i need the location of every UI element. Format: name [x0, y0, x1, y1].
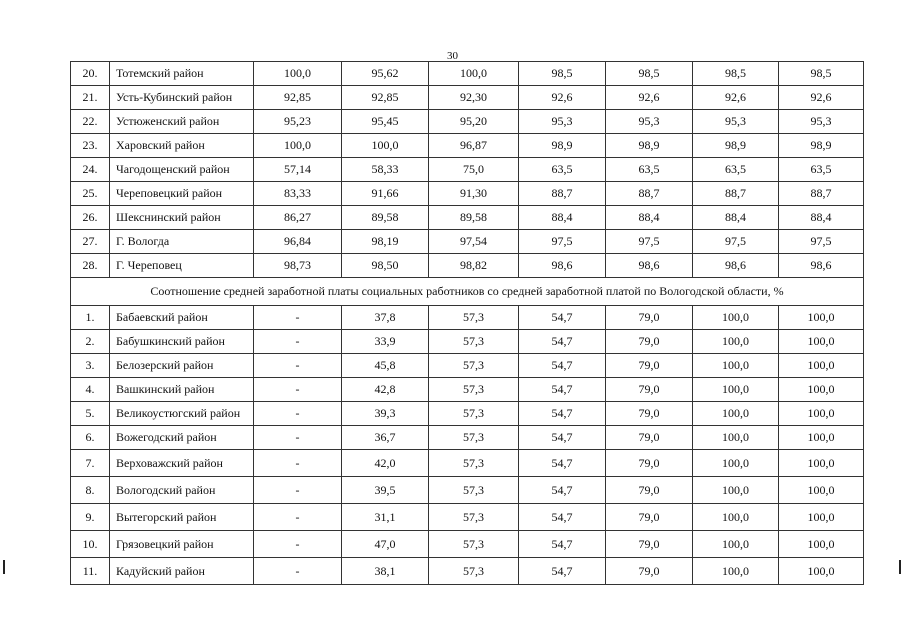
value-cell: 58,33: [342, 158, 429, 182]
value-cell: 95,20: [429, 110, 519, 134]
district-name: Великоустюгский район: [110, 402, 254, 426]
value-cell: 95,3: [779, 110, 864, 134]
value-cell: 98,9: [779, 134, 864, 158]
value-cell: 88,4: [779, 206, 864, 230]
value-cell: -: [254, 426, 342, 450]
value-cell: 57,3: [429, 402, 519, 426]
district-name: Чагодощенский район: [110, 158, 254, 182]
value-cell: 97,5: [779, 230, 864, 254]
district-name: Усть-Кубинский район: [110, 86, 254, 110]
value-cell: 57,3: [429, 378, 519, 402]
value-cell: 54,7: [519, 477, 606, 504]
row-number: 2.: [71, 330, 110, 354]
value-cell: 95,45: [342, 110, 429, 134]
value-cell: 79,0: [606, 477, 693, 504]
row-number: 28.: [71, 254, 110, 278]
value-cell: 100,0: [779, 504, 864, 531]
value-cell: 98,50: [342, 254, 429, 278]
row-number: 11.: [71, 558, 110, 585]
value-cell: 92,85: [254, 86, 342, 110]
value-cell: 100,0: [429, 62, 519, 86]
district-name: Верховажский район: [110, 450, 254, 477]
district-name: Бабушкинский район: [110, 330, 254, 354]
value-cell: 88,4: [606, 206, 693, 230]
value-cell: -: [254, 330, 342, 354]
value-cell: 100,0: [779, 558, 864, 585]
value-cell: 95,23: [254, 110, 342, 134]
value-cell: 100,0: [693, 426, 779, 450]
district-name: Вожегодский район: [110, 426, 254, 450]
value-cell: 98,9: [693, 134, 779, 158]
value-cell: 92,30: [429, 86, 519, 110]
value-cell: 92,6: [693, 86, 779, 110]
value-cell: 79,0: [606, 306, 693, 330]
table-row: [71, 504, 864, 531]
district-name: Вашкинский район: [110, 378, 254, 402]
value-cell: 57,3: [429, 354, 519, 378]
district-name: Бабаевский район: [110, 306, 254, 330]
value-cell: 45,8: [342, 354, 429, 378]
value-cell: 100,0: [254, 134, 342, 158]
value-cell: -: [254, 450, 342, 477]
table-row: [71, 306, 864, 330]
district-name: Вытегорский район: [110, 504, 254, 531]
district-name: Шекснинский район: [110, 206, 254, 230]
value-cell: 97,5: [606, 230, 693, 254]
data-table: [70, 61, 864, 585]
table-row: [71, 354, 864, 378]
value-cell: 100,0: [779, 378, 864, 402]
row-number: 25.: [71, 182, 110, 206]
value-cell: 57,3: [429, 558, 519, 585]
value-cell: 98,6: [779, 254, 864, 278]
value-cell: 100,0: [779, 426, 864, 450]
value-cell: -: [254, 558, 342, 585]
value-cell: 54,7: [519, 402, 606, 426]
value-cell: 100,0: [779, 531, 864, 558]
value-cell: 100,0: [779, 306, 864, 330]
value-cell: 75,0: [429, 158, 519, 182]
table-row: [71, 230, 864, 254]
value-cell: -: [254, 477, 342, 504]
value-cell: 97,54: [429, 230, 519, 254]
scan-edge-mark-right: [899, 560, 901, 574]
district-name: Тотемский район: [110, 62, 254, 86]
value-cell: 54,7: [519, 504, 606, 531]
value-cell: 57,3: [429, 330, 519, 354]
value-cell: 96,84: [254, 230, 342, 254]
value-cell: 57,3: [429, 531, 519, 558]
value-cell: 100,0: [779, 477, 864, 504]
value-cell: -: [254, 306, 342, 330]
value-cell: 88,4: [519, 206, 606, 230]
table-row: [71, 86, 864, 110]
value-cell: 88,4: [693, 206, 779, 230]
value-cell: 98,5: [779, 62, 864, 86]
value-cell: 92,6: [606, 86, 693, 110]
value-cell: 92,6: [519, 86, 606, 110]
value-cell: 97,5: [519, 230, 606, 254]
value-cell: 37,8: [342, 306, 429, 330]
district-name: Вологодский район: [110, 477, 254, 504]
value-cell: 100,0: [693, 378, 779, 402]
value-cell: 63,5: [779, 158, 864, 182]
table-row: [71, 182, 864, 206]
value-cell: 100,0: [779, 354, 864, 378]
value-cell: 38,1: [342, 558, 429, 585]
value-cell: 57,3: [429, 477, 519, 504]
value-cell: 98,6: [693, 254, 779, 278]
value-cell: 96,87: [429, 134, 519, 158]
value-cell: 98,9: [606, 134, 693, 158]
district-name: Г. Череповец: [110, 254, 254, 278]
row-number: 3.: [71, 354, 110, 378]
table-row: [71, 110, 864, 134]
value-cell: 91,30: [429, 182, 519, 206]
value-cell: 98,6: [606, 254, 693, 278]
value-cell: 39,3: [342, 402, 429, 426]
value-cell: 57,3: [429, 426, 519, 450]
table-row: [71, 450, 864, 477]
table-row: [71, 62, 864, 86]
row-number: 4.: [71, 378, 110, 402]
value-cell: 98,5: [519, 62, 606, 86]
value-cell: 54,7: [519, 378, 606, 402]
value-cell: 92,85: [342, 86, 429, 110]
value-cell: 98,9: [519, 134, 606, 158]
table-row: [71, 531, 864, 558]
value-cell: 42,0: [342, 450, 429, 477]
value-cell: 36,7: [342, 426, 429, 450]
value-cell: 63,5: [606, 158, 693, 182]
value-cell: 98,6: [519, 254, 606, 278]
value-cell: -: [254, 402, 342, 426]
value-cell: 100,0: [693, 558, 779, 585]
value-cell: -: [254, 354, 342, 378]
value-cell: 57,3: [429, 450, 519, 477]
value-cell: 79,0: [606, 504, 693, 531]
row-number: 23.: [71, 134, 110, 158]
table-row: [71, 206, 864, 230]
row-number: 6.: [71, 426, 110, 450]
row-number: 24.: [71, 158, 110, 182]
value-cell: 100,0: [779, 450, 864, 477]
value-cell: 42,8: [342, 378, 429, 402]
value-cell: 79,0: [606, 426, 693, 450]
value-cell: 100,0: [693, 354, 779, 378]
value-cell: 100,0: [693, 504, 779, 531]
row-number: 10.: [71, 531, 110, 558]
district-name: Г. Вологда: [110, 230, 254, 254]
value-cell: 57,3: [429, 504, 519, 531]
value-cell: 100,0: [779, 402, 864, 426]
value-cell: 54,7: [519, 558, 606, 585]
district-name: Череповецкий район: [110, 182, 254, 206]
table-row: [71, 477, 864, 504]
district-name: Кадуйский район: [110, 558, 254, 585]
value-cell: 95,3: [606, 110, 693, 134]
district-name: Грязовецкий район: [110, 531, 254, 558]
value-cell: 95,62: [342, 62, 429, 86]
row-number: 9.: [71, 504, 110, 531]
district-name: Харовский район: [110, 134, 254, 158]
value-cell: 88,7: [693, 182, 779, 206]
row-number: 21.: [71, 86, 110, 110]
value-cell: 89,58: [429, 206, 519, 230]
table-row: [71, 558, 864, 585]
table-row: [71, 134, 864, 158]
value-cell: 79,0: [606, 330, 693, 354]
row-number: 7.: [71, 450, 110, 477]
value-cell: -: [254, 531, 342, 558]
row-number: 22.: [71, 110, 110, 134]
row-number: 1.: [71, 306, 110, 330]
district-name: Белозерский район: [110, 354, 254, 378]
value-cell: 100,0: [693, 402, 779, 426]
value-cell: 54,7: [519, 306, 606, 330]
value-cell: 54,7: [519, 450, 606, 477]
page-number: 30: [447, 50, 458, 62]
value-cell: 79,0: [606, 558, 693, 585]
table-row: [71, 158, 864, 182]
value-cell: 88,7: [519, 182, 606, 206]
value-cell: 79,0: [606, 378, 693, 402]
value-cell: 54,7: [519, 531, 606, 558]
row-number: 20.: [71, 62, 110, 86]
value-cell: 79,0: [606, 402, 693, 426]
value-cell: 98,5: [693, 62, 779, 86]
row-number: 27.: [71, 230, 110, 254]
value-cell: 79,0: [606, 354, 693, 378]
value-cell: 88,7: [606, 182, 693, 206]
table-row: [71, 378, 864, 402]
value-cell: 54,7: [519, 330, 606, 354]
scan-edge-mark-left: [3, 560, 5, 574]
value-cell: 79,0: [606, 531, 693, 558]
value-cell: 47,0: [342, 531, 429, 558]
value-cell: 91,66: [342, 182, 429, 206]
row-number: 5.: [71, 402, 110, 426]
value-cell: 100,0: [342, 134, 429, 158]
value-cell: 98,5: [606, 62, 693, 86]
value-cell: 88,7: [779, 182, 864, 206]
value-cell: 100,0: [779, 330, 864, 354]
value-cell: 39,5: [342, 477, 429, 504]
value-cell: 57,3: [429, 306, 519, 330]
value-cell: 79,0: [606, 450, 693, 477]
value-cell: 97,5: [693, 230, 779, 254]
value-cell: 100,0: [693, 330, 779, 354]
value-cell: 33,9: [342, 330, 429, 354]
table-row: [71, 330, 864, 354]
value-cell: 63,5: [519, 158, 606, 182]
value-cell: 100,0: [693, 477, 779, 504]
value-cell: -: [254, 504, 342, 531]
value-cell: 92,6: [779, 86, 864, 110]
row-number: 8.: [71, 477, 110, 504]
value-cell: 95,3: [519, 110, 606, 134]
value-cell: 31,1: [342, 504, 429, 531]
value-cell: 57,14: [254, 158, 342, 182]
value-cell: 98,73: [254, 254, 342, 278]
row-number: 26.: [71, 206, 110, 230]
value-cell: 100,0: [254, 62, 342, 86]
value-cell: 98,19: [342, 230, 429, 254]
district-name: Устюженский район: [110, 110, 254, 134]
section-title: Соотношение средней заработной платы социальных работников со средней заработной платой по Вологодской области, %: [71, 278, 864, 306]
value-cell: 54,7: [519, 354, 606, 378]
value-cell: 95,3: [693, 110, 779, 134]
value-cell: 89,58: [342, 206, 429, 230]
value-cell: 100,0: [693, 450, 779, 477]
value-cell: 98,82: [429, 254, 519, 278]
value-cell: 86,27: [254, 206, 342, 230]
section-row: [71, 278, 864, 306]
table-row: [71, 402, 864, 426]
value-cell: 100,0: [693, 306, 779, 330]
value-cell: 83,33: [254, 182, 342, 206]
value-cell: 63,5: [693, 158, 779, 182]
table-row: [71, 254, 864, 278]
table-row: [71, 426, 864, 450]
value-cell: 100,0: [693, 531, 779, 558]
value-cell: 54,7: [519, 426, 606, 450]
value-cell: -: [254, 378, 342, 402]
